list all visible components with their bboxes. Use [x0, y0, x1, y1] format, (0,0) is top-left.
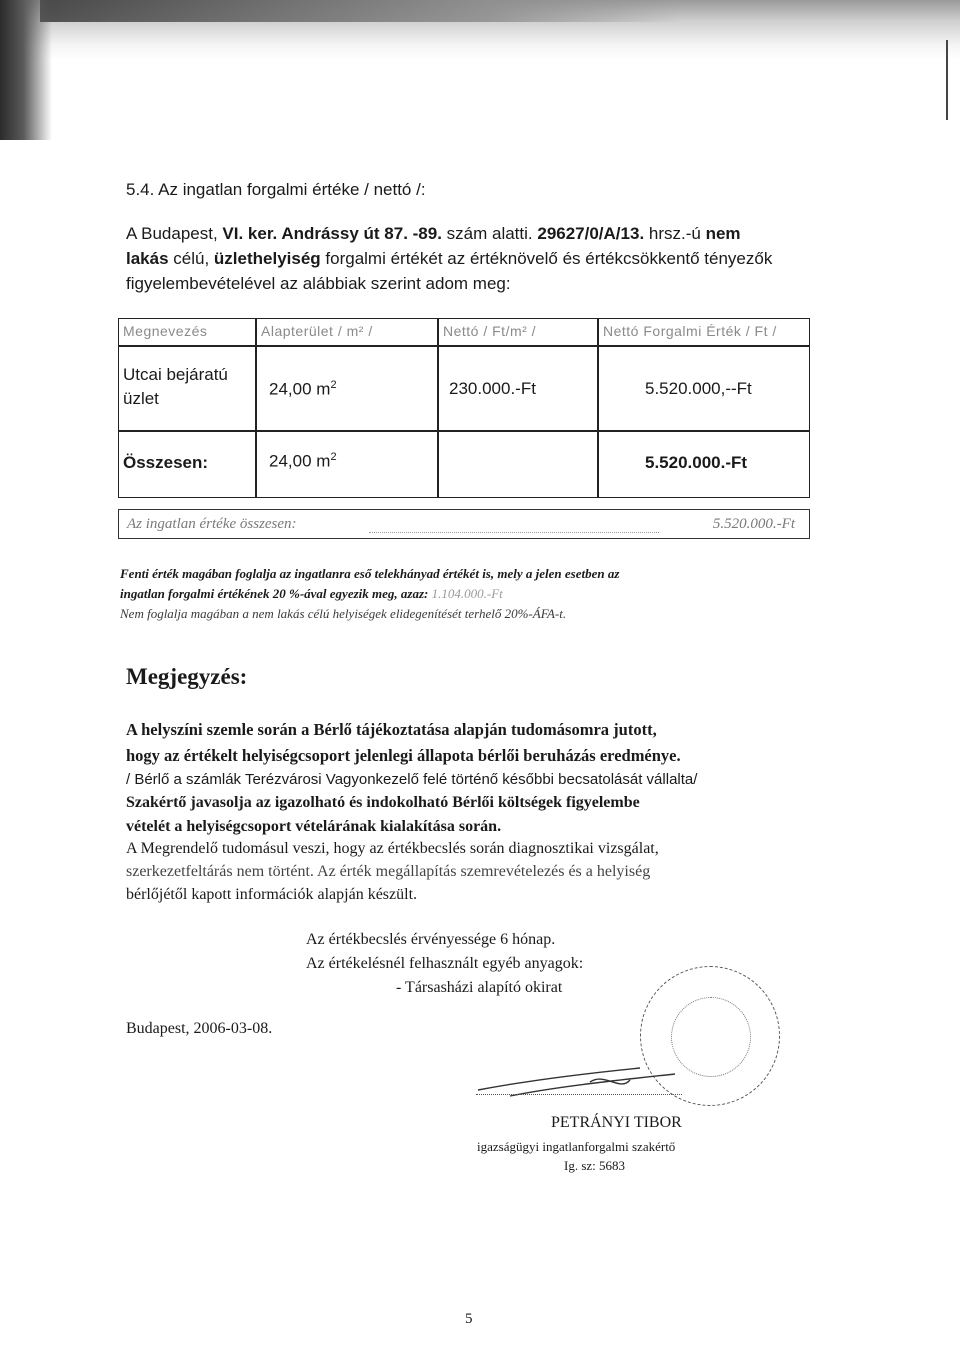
area-value: 24,00 m — [269, 451, 331, 471]
area-unit-exponent: 2 — [330, 379, 337, 391]
table-total-label: Összesen: — [123, 453, 209, 472]
remark-bold-line-5: vételét a helyiségcsoport vételárának kialakítása során. — [126, 818, 502, 835]
place-date: Budapest, 2006-03-08. — [126, 1020, 273, 1037]
intro-text: szám alatti. — [441, 224, 538, 243]
intro-text: A Budapest, — [126, 224, 223, 243]
table-header-area: Alapterület / m² / — [261, 323, 373, 339]
remark-line-8: bérlőjétől kapott információk alapján készült. — [126, 886, 418, 903]
table-row-name-line-2: üzlet — [123, 389, 159, 408]
table-row-name-line-1: Utcai bejáratú — [123, 365, 228, 384]
table-header-name: Megnevezés — [123, 323, 208, 339]
area-value: 24,00 m — [269, 379, 331, 399]
scan-shadow-top-dark — [40, 0, 680, 22]
remark-line-7: szerkezetfeltárás nem történt. Az érték megállapítás szemrevételezés és a helyiség — [126, 863, 651, 880]
intro-property-type: üzlethelyiség — [213, 249, 321, 268]
table-header-value: Nettó Forgalmi Érték / Ft / — [603, 323, 777, 339]
section-title: 5.4. Az ingatlan forgalmi értéke / nettó /: — [126, 180, 426, 199]
note-land-share-value: 1.104.000.-Ft — [431, 586, 503, 601]
materials-item: - Társasházi alapító okirat — [396, 979, 563, 996]
summary-label: Az ingatlan értéke összesen: — [127, 516, 297, 532]
note-line-2 — [120, 586, 503, 602]
intro-text: célú, — [168, 249, 214, 268]
validity-text: Az értékbecslés érvényessége 6 hónap. — [306, 931, 556, 948]
remark-bold-line-4: Szakértő javasolja az igazolható és indokolható Bérlői költségek figyelembe — [126, 794, 640, 811]
table-row-area — [269, 379, 337, 400]
signature-line — [476, 1094, 682, 1095]
intro-text: hrsz.-ú — [644, 224, 706, 243]
intro-text-bold: lakás — [126, 249, 169, 268]
table-divider — [119, 430, 809, 432]
table-total-value: 5.520.000.-Ft — [645, 453, 748, 472]
table-total-area — [269, 451, 337, 472]
remark-line-3: / Bérlő a számlák Terézvárosi Vagyonkezelő felé történő későbbi becsatolását vállalta/ — [126, 771, 698, 788]
summary-value: 5.520.000.-Ft — [712, 516, 795, 532]
remark-bold-line-2: hogy az értékelt helyiségcsoport jelenlegi állapota bérlői beruházás eredménye. — [126, 746, 681, 765]
intro-line-2 — [126, 249, 772, 269]
table-divider — [119, 345, 809, 347]
materials-intro: Az értékelésnél felhasznált egyéb anyagok: — [306, 955, 584, 972]
note-line-1: Fenti érték magában foglalja az ingatlanra eső telekhányad értékét is, mely a jelen esetben az — [120, 566, 620, 581]
remark-title: Megjegyzés: — [126, 664, 248, 689]
summary-dotted-leader — [369, 532, 659, 533]
table-row-value: 5.520.000,--Ft — [645, 379, 752, 398]
note-text: ingatlan forgalmi értékének 20 %-ával egyezik meg, azaz: — [120, 586, 429, 601]
intro-line-3: figyelembevételével az alábbiak szerint adom meg: — [126, 274, 511, 293]
valuation-table — [118, 318, 810, 498]
area-unit-exponent: 2 — [330, 451, 337, 463]
intro-text-bold: nem — [705, 224, 741, 243]
table-row-unit-price: 230.000.-Ft — [449, 379, 536, 398]
intro-text: forgalmi értékét az értéknövelő és értékcsökkentő tényezők — [320, 249, 773, 268]
intro-parcel-number: 29627/0/A/13. — [537, 224, 645, 243]
intro-address: VI. ker. Andrássy út 87. -89. — [222, 224, 442, 243]
table-header-unit-price: Nettó / Ft/m² / — [443, 323, 537, 339]
note-line-3: Nem foglalja magában a nem lakás célú helyiségek elidegenítését terhelő 20%-ÁFA-t. — [120, 606, 567, 621]
scan-shadow-left — [0, 0, 52, 140]
remark-bold-line-1: A helyszíni szemle során a Bérlő tájékoztatása alapján tudomásomra jutott, — [126, 720, 657, 739]
summary-box — [118, 509, 810, 539]
signer-title: igazságügyi ingatlanforgalmi szakértő — [477, 1139, 676, 1154]
intro-line-1 — [126, 224, 741, 244]
scan-edge-mark — [946, 40, 948, 120]
page-number: 5 — [465, 1311, 473, 1327]
signer-id: Ig. sz: 5683 — [564, 1158, 626, 1173]
remark-line-6: A Megrendelő tudomásul veszi, hogy az értékbecslés során diagnosztikai vizsgálat, — [126, 840, 659, 857]
signer-name: PETRÁNYI TIBOR — [551, 1114, 682, 1131]
